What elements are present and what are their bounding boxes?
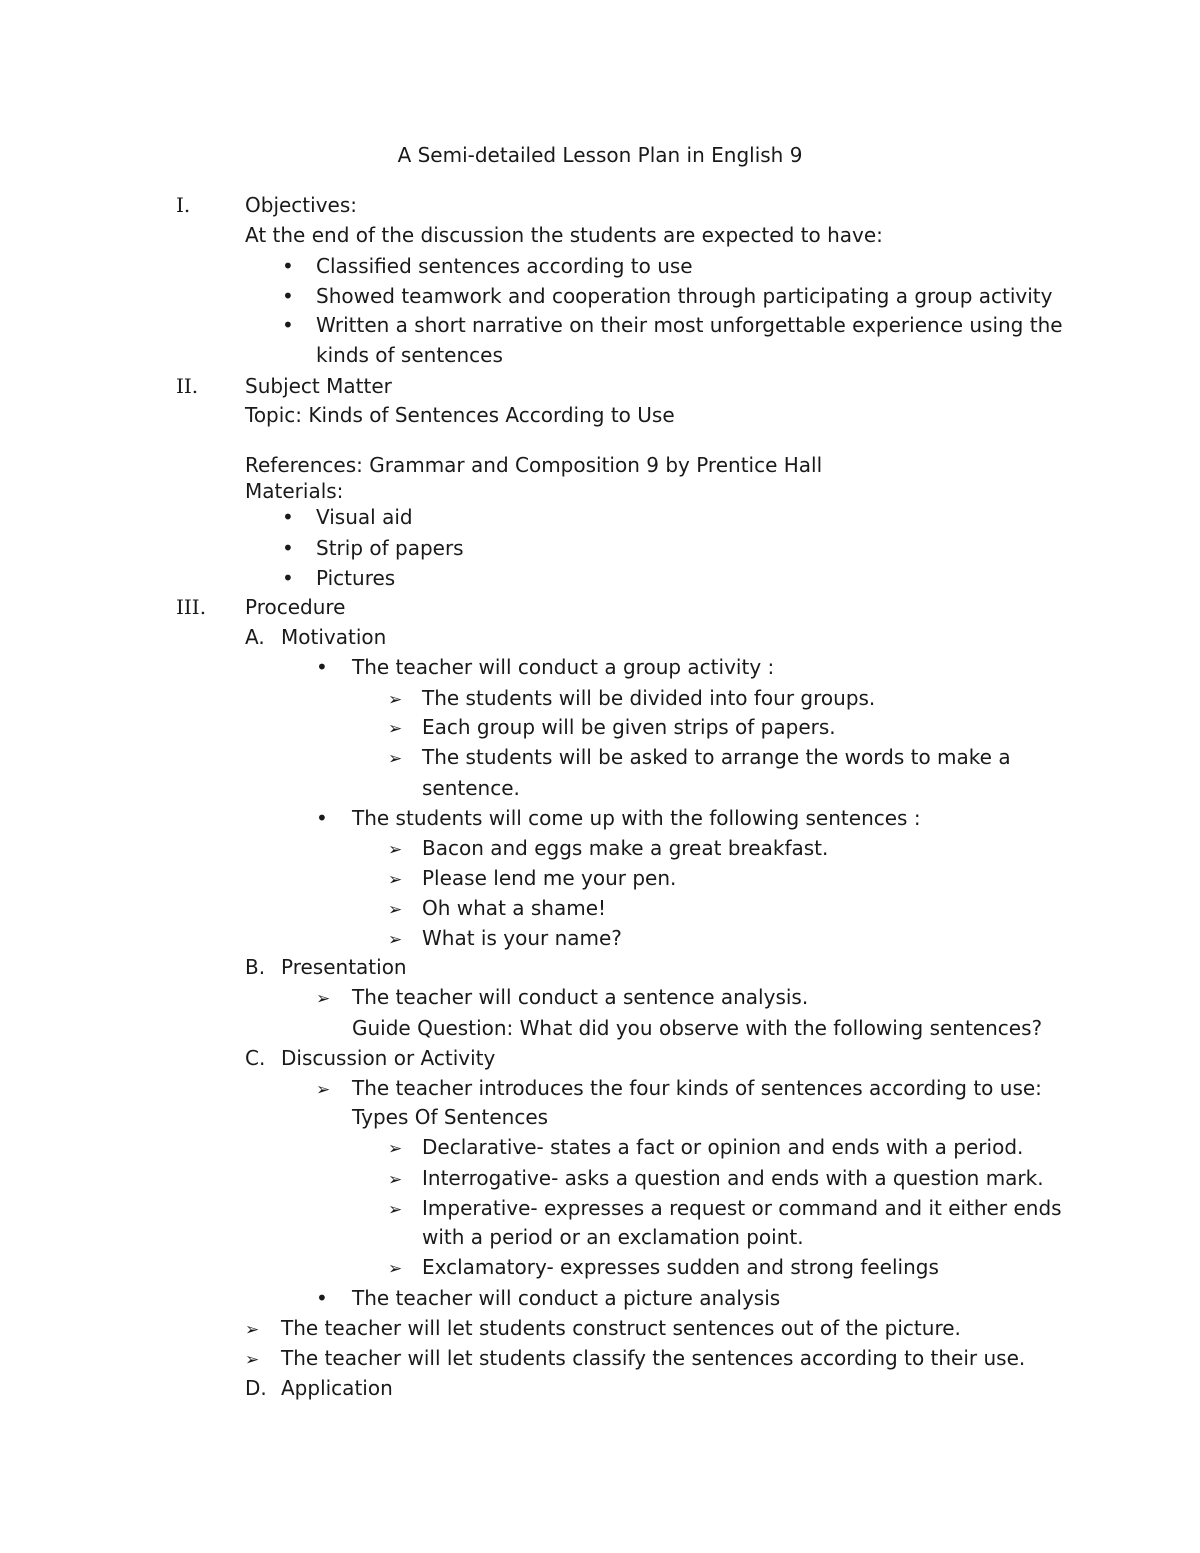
example-sentence: Please lend me your pen. xyxy=(422,866,677,890)
bullet-icon xyxy=(282,505,294,529)
motivation-step: The students will be divided into four groups. xyxy=(422,686,876,710)
material-item: Pictures xyxy=(316,566,396,590)
objective-item-continuation: kinds of sentences xyxy=(316,343,503,367)
topic-line: Topic: Kinds of Sentences According to Use xyxy=(245,403,675,427)
arrow-bullet-icon xyxy=(245,1316,259,1342)
arrow-bullet-icon xyxy=(388,1166,402,1192)
discussion-bullet: The teacher will conduct a picture analysis xyxy=(352,1286,781,1310)
sentence-type: Declarative- states a fact or opinion and ends with a period. xyxy=(422,1135,1024,1159)
presentation-item: The teacher will conduct a sentence analysis. xyxy=(352,985,809,1009)
discussion-arrow-item: The teacher will let students classify the sentences according to their use. xyxy=(281,1346,1026,1370)
bullet-icon xyxy=(282,566,294,590)
sentence-type: Exclamatory- expresses sudden and strong feelings xyxy=(422,1255,939,1279)
subsection-letter: B. xyxy=(245,955,266,979)
section-numeral-objectives: I. xyxy=(176,193,191,217)
arrow-bullet-icon xyxy=(388,926,402,952)
arrow-bullet-icon xyxy=(316,1076,330,1102)
subsection-letter: C. xyxy=(245,1046,266,1070)
objective-item: Showed teamwork and cooperation through participating a group activity xyxy=(316,284,1053,308)
arrow-bullet-icon xyxy=(388,836,402,862)
arrow-bullet-icon xyxy=(388,1135,402,1161)
discussion-item: The teacher introduces the four kinds of sentences according to use: xyxy=(352,1076,1042,1100)
arrow-bullet-icon xyxy=(388,745,402,771)
bullet-icon xyxy=(316,655,328,679)
arrow-bullet-icon xyxy=(388,866,402,892)
motivation-bullet: The teacher will conduct a group activity : xyxy=(352,655,775,679)
motivation-step-continuation: sentence. xyxy=(422,776,520,800)
arrow-bullet-icon xyxy=(388,715,402,741)
materials-label: Materials: xyxy=(245,479,344,503)
sentence-type: Imperative- expresses a request or command and it either ends xyxy=(422,1196,1062,1220)
arrow-bullet-icon xyxy=(388,896,402,922)
section-heading-objectives: Objectives: xyxy=(245,193,357,217)
arrow-bullet-icon xyxy=(316,985,330,1011)
section-heading-procedure: Procedure xyxy=(245,595,346,619)
sentence-type: Interrogative- asks a question and ends with a question mark. xyxy=(422,1166,1044,1190)
sentence-type-continuation: with a period or an exclamation point. xyxy=(422,1225,804,1249)
objectives-intro: At the end of the discussion the students are expected to have: xyxy=(245,223,883,247)
objective-item: Classified sentences according to use xyxy=(316,254,693,278)
bullet-icon xyxy=(282,254,294,278)
material-item: Visual aid xyxy=(316,505,413,529)
document-title: A Semi-detailed Lesson Plan in English 9 xyxy=(397,143,803,167)
bullet-icon xyxy=(282,284,294,308)
subsection-letter: D. xyxy=(245,1376,267,1400)
section-numeral-subject-matter: II. xyxy=(176,374,199,398)
section-numeral-procedure: III. xyxy=(176,595,207,619)
discussion-arrow-item: The teacher will let students construct sentences out of the picture. xyxy=(281,1316,961,1340)
material-item: Strip of papers xyxy=(316,536,464,560)
subsection-letter: A. xyxy=(245,625,265,649)
arrow-bullet-icon xyxy=(388,686,402,712)
motivation-step: The students will be asked to arrange the words to make a xyxy=(422,745,1011,769)
motivation-step: Each group will be given strips of papers. xyxy=(422,715,836,739)
subsection-heading-application: Application xyxy=(281,1376,393,1400)
bullet-icon xyxy=(316,806,328,830)
objective-item: Written a short narrative on their most unforgettable experience using the xyxy=(316,313,1063,337)
guide-question: Guide Question: What did you observe with the following sentences? xyxy=(352,1016,1043,1040)
arrow-bullet-icon xyxy=(388,1255,402,1281)
bullet-icon xyxy=(316,1286,328,1310)
motivation-bullet: The students will come up with the following sentences : xyxy=(352,806,921,830)
subsection-heading-discussion: Discussion or Activity xyxy=(281,1046,496,1070)
types-label: Types Of Sentences xyxy=(352,1105,549,1129)
subsection-heading-motivation: Motivation xyxy=(281,625,387,649)
bullet-icon xyxy=(282,536,294,560)
section-heading-subject-matter: Subject Matter xyxy=(245,374,392,398)
arrow-bullet-icon xyxy=(245,1346,259,1372)
arrow-bullet-icon xyxy=(388,1196,402,1222)
example-sentence: Bacon and eggs make a great breakfast. xyxy=(422,836,829,860)
references-line: References: Grammar and Composition 9 by Prentice Hall xyxy=(245,453,823,477)
bullet-icon xyxy=(282,313,294,337)
example-sentence: What is your name? xyxy=(422,926,622,950)
example-sentence: Oh what a shame! xyxy=(422,896,607,920)
subsection-heading-presentation: Presentation xyxy=(281,955,407,979)
